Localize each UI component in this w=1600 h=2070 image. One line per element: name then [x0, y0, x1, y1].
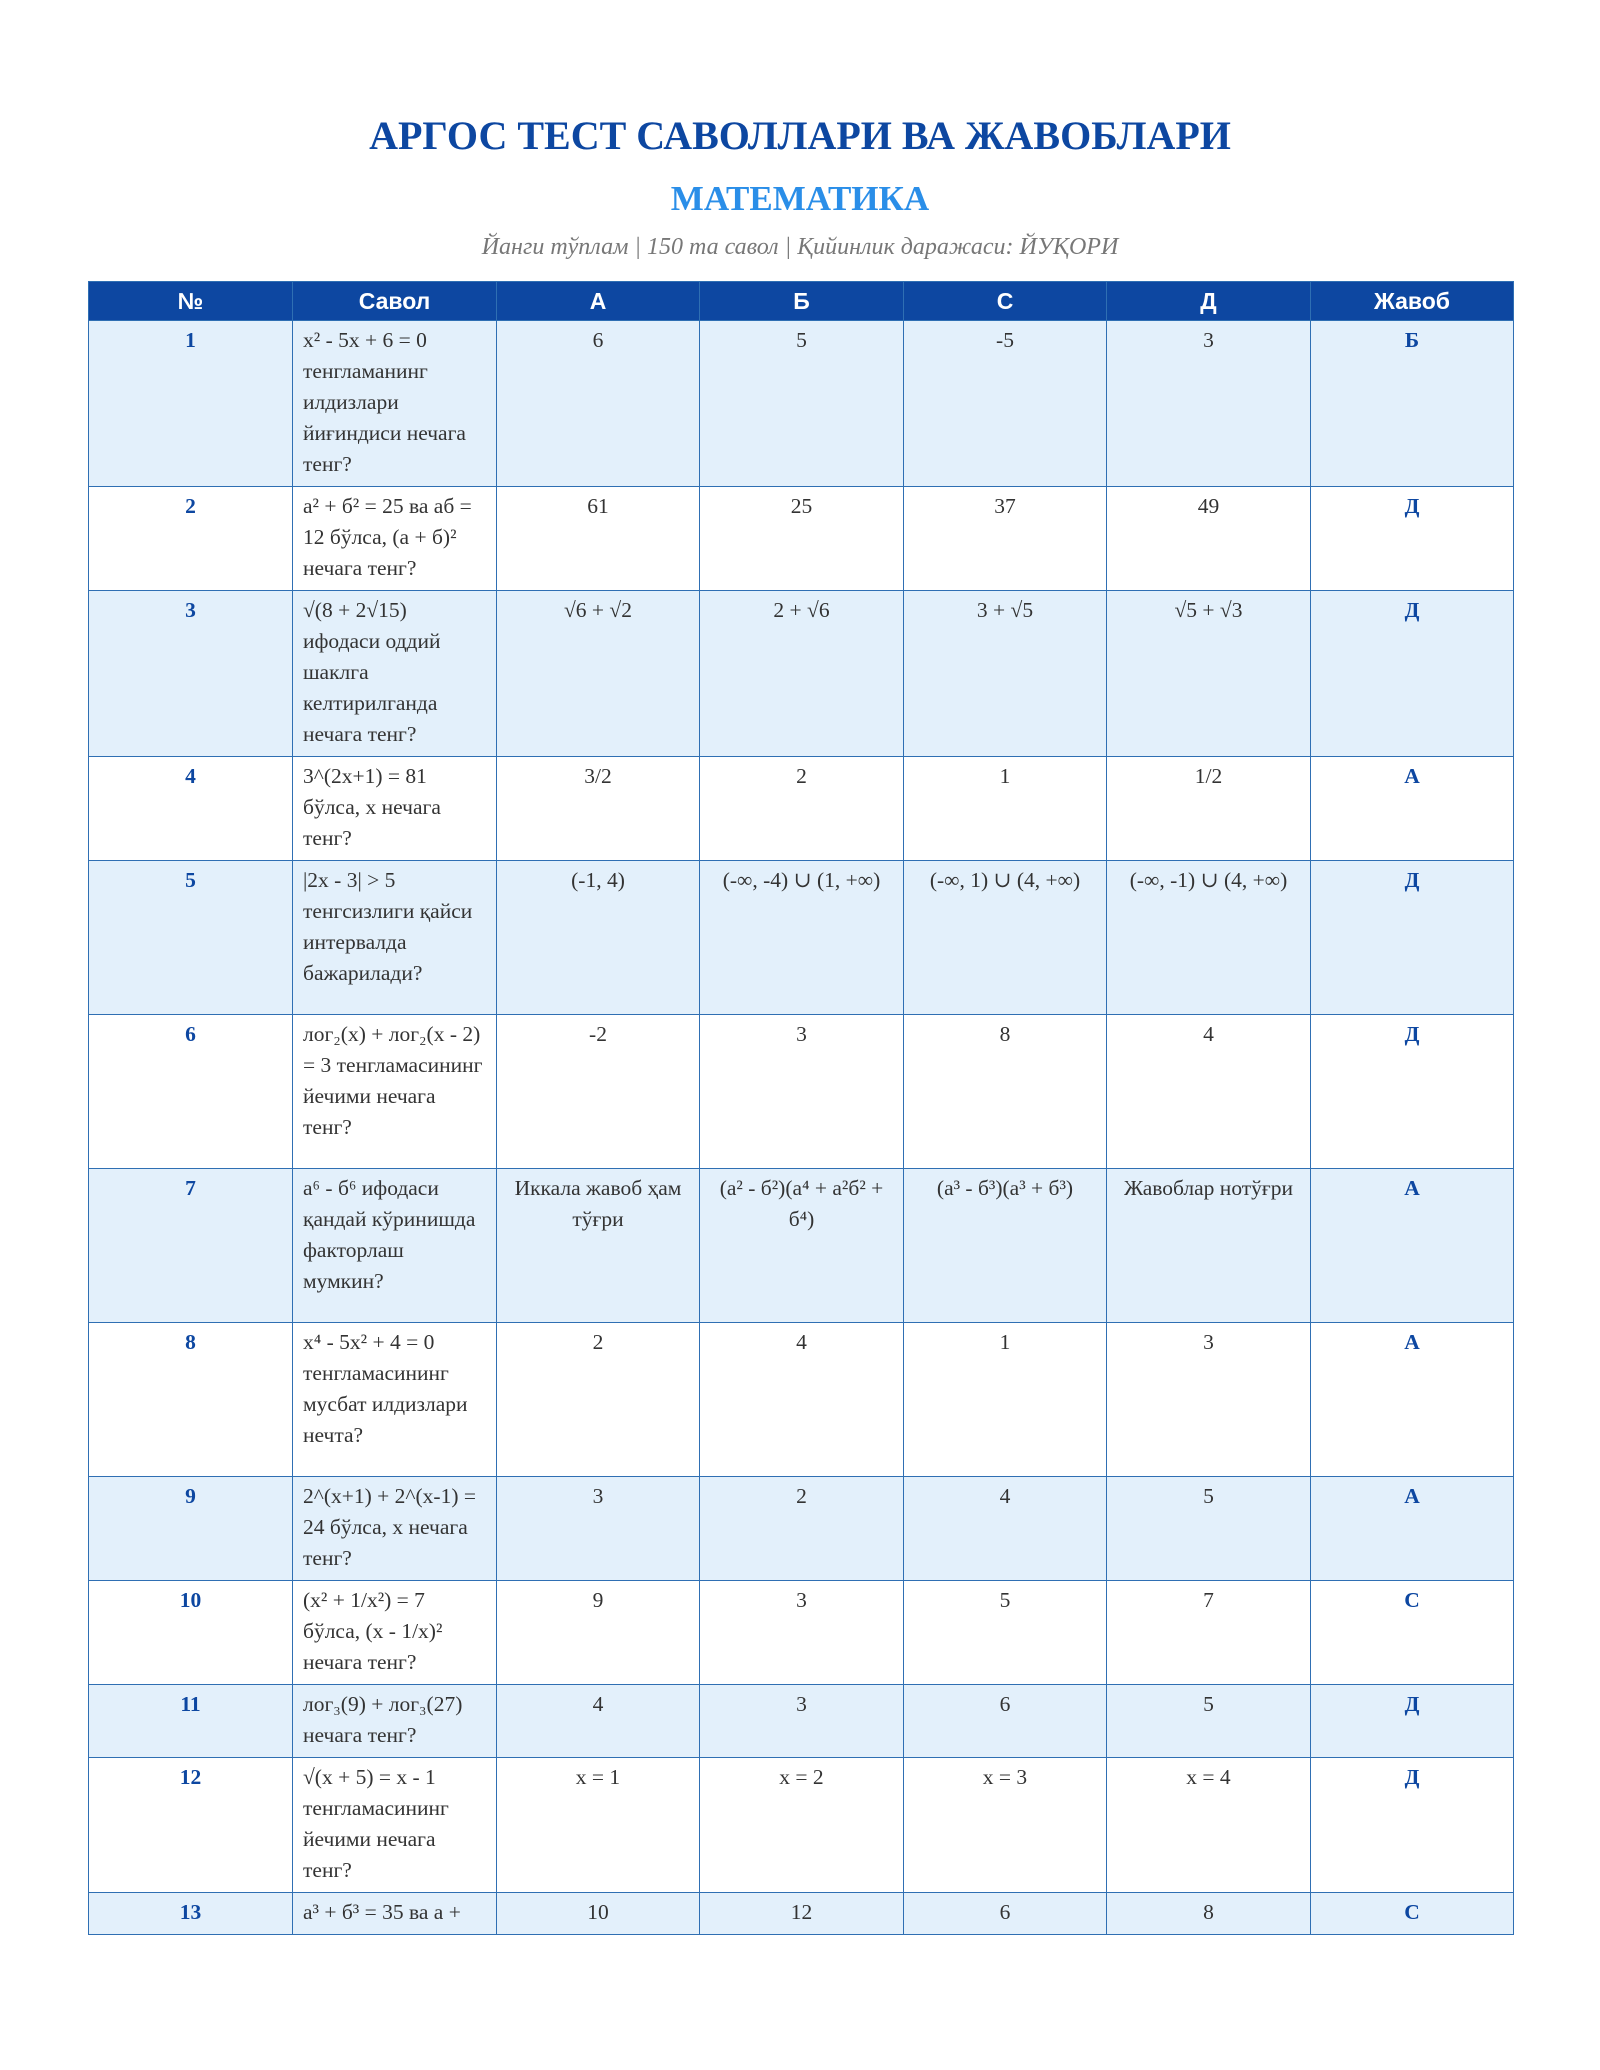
option-d: x = 4: [1107, 1758, 1311, 1893]
question-text: (x² + 1/x²) = 7 бўлса, (x - 1/x)² нечага тенг?: [293, 1581, 497, 1685]
question-number: 4: [89, 757, 293, 861]
option-d: 1/2: [1107, 757, 1311, 861]
option-a: 2: [497, 1323, 700, 1477]
option-d: Жавоблар нотўғри: [1107, 1169, 1311, 1323]
question-number: 13: [89, 1893, 293, 1935]
table-row: [89, 1477, 1514, 1581]
question-number: 7: [89, 1169, 293, 1323]
questions-table: [88, 281, 1514, 1935]
option-b: (-∞, -4) ∪ (1, +∞): [700, 861, 904, 1015]
correct-answer: А: [1311, 1323, 1514, 1477]
column-header-option-d: Д: [1107, 282, 1311, 321]
question-number: 11: [89, 1685, 293, 1758]
column-header-option-b: Б: [700, 282, 904, 321]
option-a: (-1, 4): [497, 861, 700, 1015]
option-a: 61: [497, 487, 700, 591]
question-text: a² + б² = 25 ва аб = 12 бўлса, (a + б)² нечага тенг?: [293, 487, 497, 591]
option-c: 1: [904, 1323, 1107, 1477]
option-c: x = 3: [904, 1758, 1107, 1893]
question-text: x⁴ - 5x² + 4 = 0 тенгламасининг мусбат илдизлари нечта?: [293, 1323, 497, 1477]
option-d: 3: [1107, 321, 1311, 487]
document-title: АРГОС ТЕСТ САВОЛЛАРИ ВА ЖАВОБЛАРИ: [369, 113, 1231, 158]
column-header-option-a: А: [497, 282, 700, 321]
option-d: 7: [1107, 1581, 1311, 1685]
option-c: (a³ - б³)(a³ + б³): [904, 1169, 1107, 1323]
option-a: 3: [497, 1477, 700, 1581]
table-row: [89, 1685, 1514, 1758]
question-text: лог₃(9) + лог₃(27) нечага тенг?: [293, 1685, 497, 1758]
question-text: 3^(2x+1) = 81 бўлса, x нечага тенг?: [293, 757, 497, 861]
question-text: a³ + б³ = 35 ва a +: [293, 1893, 497, 1935]
table-header-row: [89, 282, 1514, 321]
option-b: 25: [700, 487, 904, 591]
question-text: a⁶ - б⁶ ифодаси қандай кўринишда факторлаш мумкин?: [293, 1169, 497, 1323]
option-b: 4: [700, 1323, 904, 1477]
question-number: 3: [89, 591, 293, 757]
option-d: 5: [1107, 1477, 1311, 1581]
option-b: 3: [700, 1685, 904, 1758]
option-c: 8: [904, 1015, 1107, 1169]
option-b: 12: [700, 1893, 904, 1935]
question-number: 8: [89, 1323, 293, 1477]
correct-answer: Д: [1311, 591, 1514, 757]
option-c: 6: [904, 1685, 1107, 1758]
question-text: √(8 + 2√15) ифодаси оддий шаклга келтирилганда нечага тенг?: [293, 591, 497, 757]
option-c: 37: [904, 487, 1107, 591]
question-text: |2x - 3| > 5 тенгсизлиги қайси интервалда бажарилади?: [293, 861, 497, 1015]
correct-answer: А: [1311, 1477, 1514, 1581]
question-number: 6: [89, 1015, 293, 1169]
table-row: [89, 1893, 1514, 1935]
option-b: x = 2: [700, 1758, 904, 1893]
option-d: (-∞, -1) ∪ (4, +∞): [1107, 861, 1311, 1015]
option-a: -2: [497, 1015, 700, 1169]
correct-answer: Д: [1311, 861, 1514, 1015]
column-header-number: №: [89, 282, 293, 321]
option-b: 3: [700, 1581, 904, 1685]
question-number: 5: [89, 861, 293, 1015]
table-body: [89, 321, 1514, 1935]
correct-answer: С: [1311, 1893, 1514, 1935]
table-row: [89, 861, 1514, 1015]
option-a: √6 + √2: [497, 591, 700, 757]
correct-answer: Д: [1311, 1015, 1514, 1169]
correct-answer: Д: [1311, 487, 1514, 591]
document-meta: Йанги тўплам | 150 та савол | Қийинлик даражаси: ЙУҚОРИ: [481, 234, 1119, 260]
option-c: 1: [904, 757, 1107, 861]
question-text: 2^(x+1) + 2^(x-1) = 24 бўлса, x нечага тенг?: [293, 1477, 497, 1581]
table-row: [89, 321, 1514, 487]
question-text: лог₂(x) + лог₂(x - 2) = 3 тенгламасининг йечими нечага тенг?: [293, 1015, 497, 1169]
correct-answer: Б: [1311, 321, 1514, 487]
option-b: 2: [700, 757, 904, 861]
option-b: (a² - б²)(a⁴ + a²б² + б⁴): [700, 1169, 904, 1323]
column-header-answer: Жавоб: [1311, 282, 1514, 321]
question-number: 1: [89, 321, 293, 487]
option-b: 3: [700, 1015, 904, 1169]
option-d: 3: [1107, 1323, 1311, 1477]
correct-answer: Д: [1311, 1758, 1514, 1893]
subject-title: МАТЕМАТИКА: [670, 179, 930, 218]
option-b: 2 + √6: [700, 591, 904, 757]
question-number: 2: [89, 487, 293, 591]
option-a: 4: [497, 1685, 700, 1758]
option-a: 9: [497, 1581, 700, 1685]
table-row: [89, 1758, 1514, 1893]
option-a: 10: [497, 1893, 700, 1935]
table-row: [89, 1015, 1514, 1169]
option-a: 6: [497, 321, 700, 487]
option-c: 3 + √5: [904, 591, 1107, 757]
option-b: 5: [700, 321, 904, 487]
option-a: Иккала жавоб ҳам тўғри: [497, 1169, 700, 1323]
column-header-question: Савол: [293, 282, 497, 321]
table-row: [89, 1169, 1514, 1323]
option-c: -5: [904, 321, 1107, 487]
table-row: [89, 757, 1514, 861]
option-c: 5: [904, 1581, 1107, 1685]
option-d: 5: [1107, 1685, 1311, 1758]
option-c: 4: [904, 1477, 1107, 1581]
question-number: 12: [89, 1758, 293, 1893]
correct-answer: Д: [1311, 1685, 1514, 1758]
correct-answer: А: [1311, 757, 1514, 861]
option-c: 6: [904, 1893, 1107, 1935]
table-row: [89, 487, 1514, 591]
correct-answer: А: [1311, 1169, 1514, 1323]
question-number: 10: [89, 1581, 293, 1685]
option-d: 49: [1107, 487, 1311, 591]
option-d: 8: [1107, 1893, 1311, 1935]
question-text: √(x + 5) = x - 1 тенгламасининг йечими нечага тенг?: [293, 1758, 497, 1893]
question-text: x² - 5x + 6 = 0 тенгламанинг илдизлари йиғиндиси нечага тенг?: [293, 321, 497, 487]
option-a: x = 1: [497, 1758, 700, 1893]
question-number: 9: [89, 1477, 293, 1581]
option-b: 2: [700, 1477, 904, 1581]
option-d: 4: [1107, 1015, 1311, 1169]
table-row: [89, 1323, 1514, 1477]
correct-answer: С: [1311, 1581, 1514, 1685]
option-a: 3/2: [497, 757, 700, 861]
column-header-option-c: С: [904, 282, 1107, 321]
option-c: (-∞, 1) ∪ (4, +∞): [904, 861, 1107, 1015]
table-row: [89, 591, 1514, 757]
option-d: √5 + √3: [1107, 591, 1311, 757]
table-row: [89, 1581, 1514, 1685]
